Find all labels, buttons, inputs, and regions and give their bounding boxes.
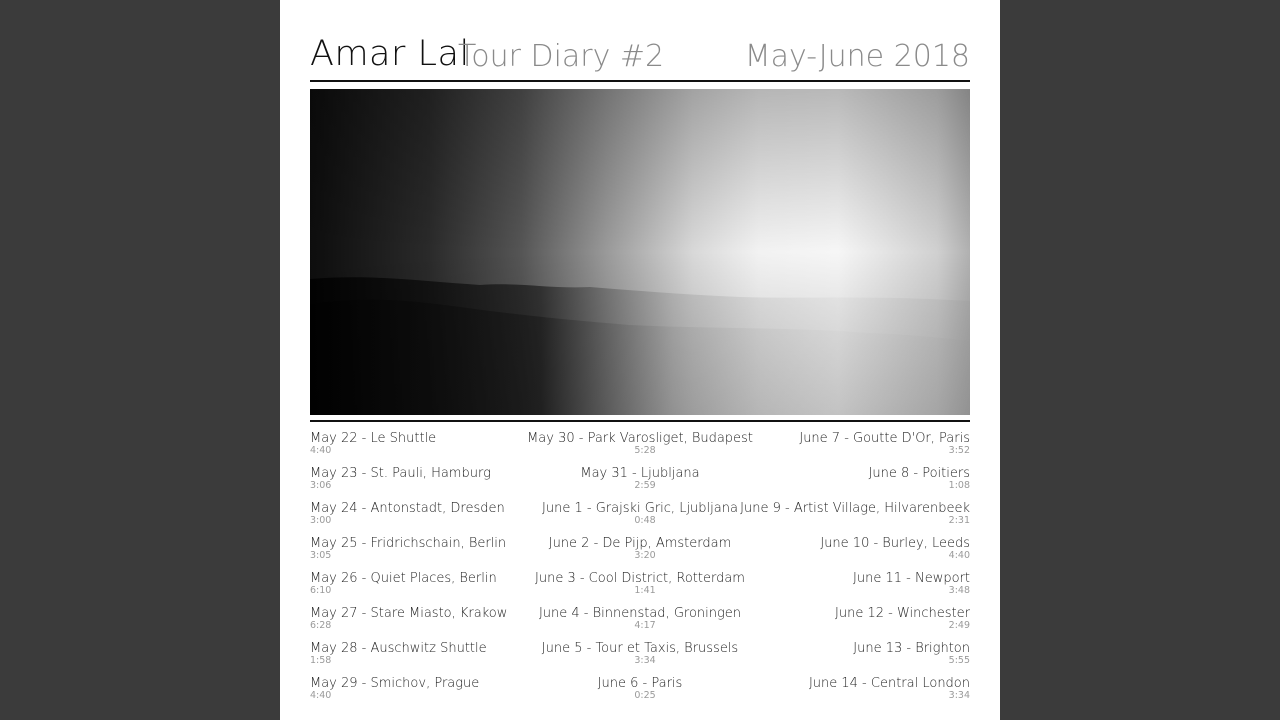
track-duration: 3:00 [310, 515, 332, 526]
cover-header [310, 34, 970, 78]
track-duration: 3:05 [310, 550, 332, 561]
track-item [525, 535, 755, 570]
track-duration: 4:40 [310, 445, 332, 456]
track-item [525, 675, 755, 710]
track-item [740, 500, 970, 535]
track-duration: 0:25 [634, 690, 656, 701]
track-item [310, 605, 540, 640]
track-item [740, 640, 970, 675]
track-duration: 6:10 [310, 585, 332, 596]
track-item [525, 500, 755, 535]
track-duration: 3:34 [948, 690, 970, 701]
track-title: June 7 - Goutte D'Or, Paris [799, 431, 970, 446]
tracklist-column-2 [525, 430, 755, 710]
track-item [310, 430, 540, 465]
landscape-silhouette [310, 89, 970, 415]
track-duration: 1:41 [634, 585, 656, 596]
track-item [740, 535, 970, 570]
track-title: May 24 - Antonstadt, Dresden [310, 501, 505, 516]
bottom-divider [310, 420, 970, 422]
track-duration: 3:52 [948, 445, 970, 456]
track-duration: 2:31 [948, 515, 970, 526]
tour-dates: May-June 2018 [744, 39, 970, 74]
track-item [740, 675, 970, 710]
track-title: June 9 - Artist Village, Hilvarenbeek [740, 501, 970, 516]
track-item [310, 500, 540, 535]
top-divider [310, 80, 970, 82]
track-title: May 28 - Auschwitz Shuttle [310, 641, 487, 656]
track-title: May 29 - Smichov, Prague [310, 676, 480, 691]
track-title: June 3 - Cool District, Rotterdam [535, 571, 745, 586]
track-duration: 5:28 [634, 445, 656, 456]
tracklist-column-1 [310, 430, 540, 710]
track-item [310, 570, 540, 605]
album-title: Tour Diary #2 [458, 39, 665, 74]
track-duration: 3:34 [634, 655, 656, 666]
track-title: June 5 - Tour et Taxis, Brussels [541, 641, 739, 656]
track-duration: 3:06 [310, 480, 332, 491]
track-title: June 2 - De Pijp, Amsterdam [548, 536, 732, 551]
track-item [740, 465, 970, 500]
track-duration: 3:48 [948, 585, 970, 596]
track-item [310, 535, 540, 570]
track-item [740, 605, 970, 640]
track-item [525, 570, 755, 605]
track-duration: 1:08 [948, 480, 970, 491]
track-title: June 10 - Burley, Leeds [820, 536, 970, 551]
album-cover [280, 0, 1000, 720]
track-item [310, 675, 540, 710]
track-title: June 4 - Binnenstad, Groningen [538, 606, 742, 621]
track-item [740, 430, 970, 465]
track-duration: 3:20 [634, 550, 656, 561]
track-title: May 22 - Le Shuttle [310, 431, 437, 446]
track-duration: 2:59 [634, 480, 656, 491]
track-title: May 27 - Stare Miasto, Krakow [310, 606, 508, 621]
tracklist [310, 430, 970, 720]
track-title: June 6 - Paris [597, 676, 683, 691]
track-duration: 0:48 [634, 515, 656, 526]
track-item [525, 640, 755, 675]
track-title: June 13 - Brighton [853, 641, 970, 656]
track-item [525, 605, 755, 640]
track-item [310, 640, 540, 675]
track-duration: 1:58 [310, 655, 332, 666]
artist-name: Amar Lal [310, 34, 470, 74]
track-duration: 2:49 [948, 620, 970, 631]
track-title: June 8 - Poitiers [868, 466, 970, 481]
track-duration: 4:40 [310, 690, 332, 701]
track-title: June 14 - Central London [808, 676, 970, 691]
track-title: May 30 - Park Varosliget, Budapest [527, 431, 753, 446]
track-item [525, 430, 755, 465]
track-title: May 25 - Fridrichschain, Berlin [310, 536, 507, 551]
landscape-photo [310, 89, 970, 415]
track-item [525, 465, 755, 500]
track-title: June 12 - Winchester [835, 606, 970, 621]
track-title: May 31 - Ljubljana [580, 466, 700, 481]
track-title: June 1 - Grajski Gric, Ljubljana [542, 501, 738, 516]
track-duration: 4:40 [948, 550, 970, 561]
tracklist-column-3 [740, 430, 970, 710]
track-duration: 5:55 [948, 655, 970, 666]
track-item [310, 465, 540, 500]
track-title: May 23 - St. Pauli, Hamburg [310, 466, 491, 481]
track-title: June 11 - Newport [853, 571, 970, 586]
track-title: May 26 - Quiet Places, Berlin [310, 571, 497, 586]
track-duration: 4:17 [634, 620, 656, 631]
track-item [740, 570, 970, 605]
track-duration: 6:28 [310, 620, 332, 631]
